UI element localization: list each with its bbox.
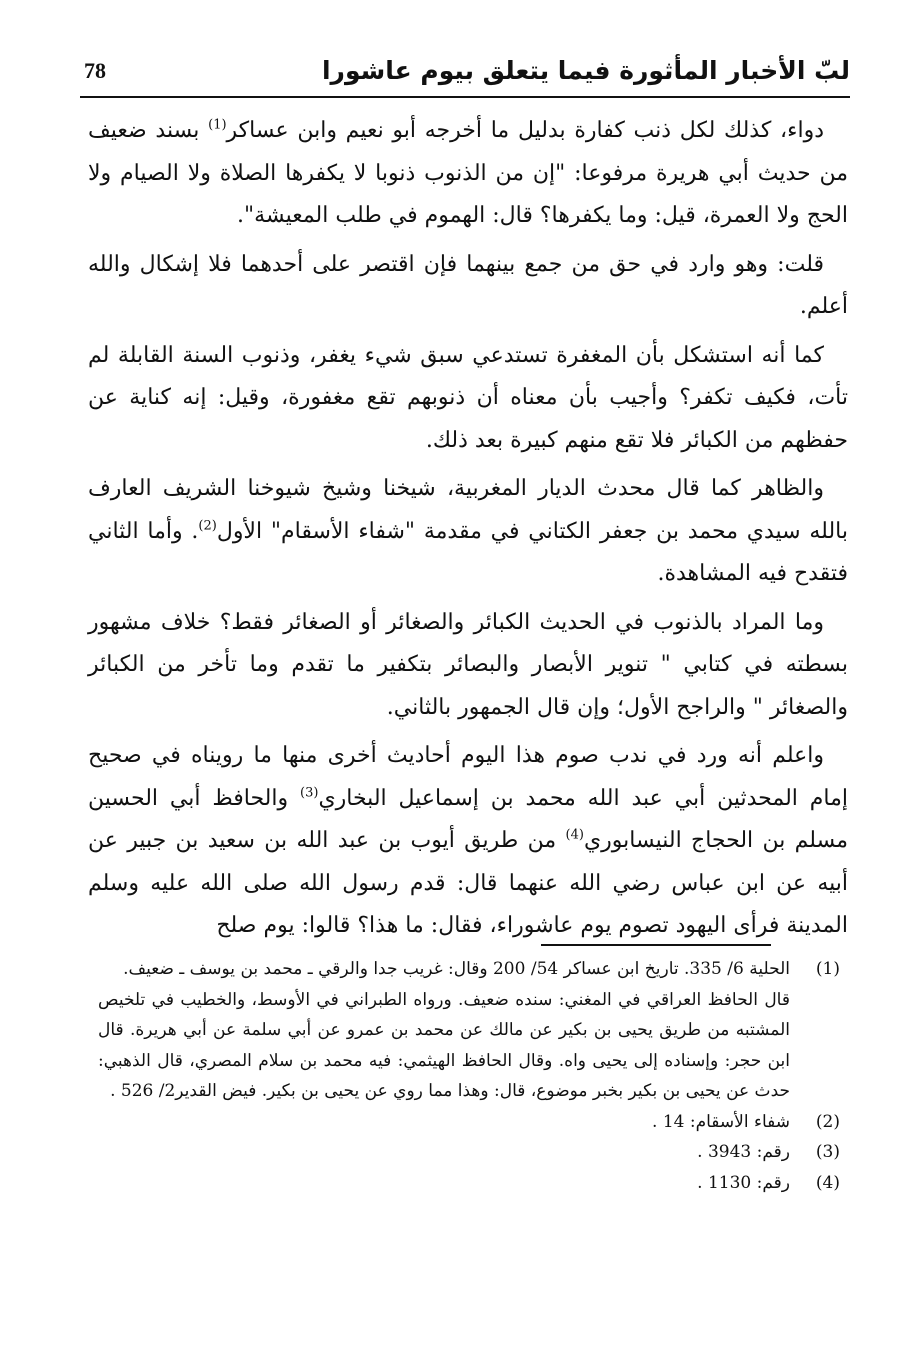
- footnote-2: [98, 1107, 840, 1138]
- footnote-text: شفاء الأسقام: 14 .: [652, 1111, 790, 1132]
- footnote-1: [98, 954, 840, 985]
- paragraph-1: دواء، كذلك لكل ذنب كفارة بدليل ما أخرجه أبو نعيم وابن عساكر$^{(1)}$ بسند ضعيف من حديث أبي هريرة مرفوعا: "إن من الذنوب ذنوبا لا يكفرها الصلاة ولا الصيام ولا الحج ولا العمرة، قيل: وما يكفرها؟ قال: الهموم في طلب المعيشة".: [88, 117, 848, 228]
- paragraph-6: واعلم أنه ورد في ندب صوم هذا اليوم أحاديث أخرى منها ما رويناه في صحيح إمام المحدثين أبي عبد الله محمد بن إسماعيل البخاري$^{(3)}$ والحافظ أبي الحسين مسلم بن الحجاج النيسابوري$^{(4)}$ من طريق أيوب بن عبد الله بن سعيد بن جبير عن أبيه عن ابن عباس رضي الله عنهما قال: قدم رسول الله صلى الله عليه وسلم المدينة فرأى اليهود تصوم يوم عاشوراء، فقال: ما هذا؟ قالوا: يوم صلح: [88, 743, 848, 938]
- paragraph-4: والظاهر كما قال محدث الديار المغربية، شيخنا وشيخ شيوخنا الشريف العارف بالله سيدي محمد بن جعفر الكتاني في مقدمة "شفاء الأسقام" الأول$^{(2)}$. وأما الثاني فتقدح فيه المشاهدة.: [88, 476, 848, 586]
- paragraph-5: وما المراد بالذنوب في الحديث الكبائر والصغائر أو الصغائر فقط؟ خلاف مشهور بسطته في كتابي " تنوير الأبصار والبصائر بتكفير ما تقدم وما تأخر من الكبائر والصغائر " والراجح الأول؛ وإن قال الجمهور بالثاني.: [88, 609, 848, 720]
- main-text: [88, 110, 848, 954]
- footnote-number: (1): [815, 959, 840, 979]
- footnotes: [98, 954, 840, 1198]
- footnote-text: رقم: 3943 .: [697, 1142, 790, 1162]
- footnote-ref-1: (1): [208, 117, 227, 133]
- paragraph-2: قلت: وهو وارد في حق من جمع بينهما فإن اقتصر على أحدهما فلا إشكال والله أعلم.: [88, 251, 848, 319]
- footnote-ref-3: (3): [300, 785, 319, 801]
- footnote-ref-4: (4): [565, 827, 584, 843]
- footnote-ref-2: (2): [198, 518, 217, 534]
- paragraph-3: كما أنه استشكل بأن المغفرة تستدعي سبق شيء يغفر، وذنوب السنة القابلة لم تأت، فكيف تكفر؟ وأجيب بأن معناه أن ذنوبهم تقع مغفورة، وقيل: إنه كناية عن حفظهم من الكبائر فلا تقع منهم كبيرة بعد ذلك.: [88, 342, 848, 453]
- footnote-separator: [541, 944, 771, 946]
- running-title: لبّ الأخبار المأثورة فيما يتعلق بيوم عاشورا: [321, 56, 850, 85]
- footnote-text: رقم: 1130 .: [697, 1172, 790, 1193]
- page-number: 78: [84, 58, 106, 83]
- page-header: [80, 52, 850, 98]
- footnote-number: (3): [815, 1142, 840, 1162]
- footnote-1-continued: قال الحافظ العراقي في المغني: سنده ضعيف. ورواه الطبراني في الأوسط، والخطيب في تلخيص المشتبه من طريق يحيى بن بكير عن مالك عن محمد بن عمرو عن أبي سلمة عن أبي هريرة. قال ابن حجر: وإسناده إلى يحيى واه. وقال الحافظ الهيثمي: فيه محمد بن سلام المصري، قال الذهبي: حدث عن يحيى بن بكير بخبر موضوع، قال: وهذا مما روي عن يحيى بن بكير. فيض القدير2/ 526 .: [98, 989, 790, 1101]
- footnote-text: الحلية 6/ 335. تاريخ ابن عساكر 54/ 200 وقال: غريب جدا والرقي ـ محمد بن يوسف ـ ضعيف.: [123, 959, 790, 979]
- footnote-3: [98, 1137, 840, 1168]
- footnote-number: (2): [815, 1111, 840, 1132]
- footnote-4: [98, 1168, 840, 1199]
- footnote-number: (4): [815, 1172, 840, 1193]
